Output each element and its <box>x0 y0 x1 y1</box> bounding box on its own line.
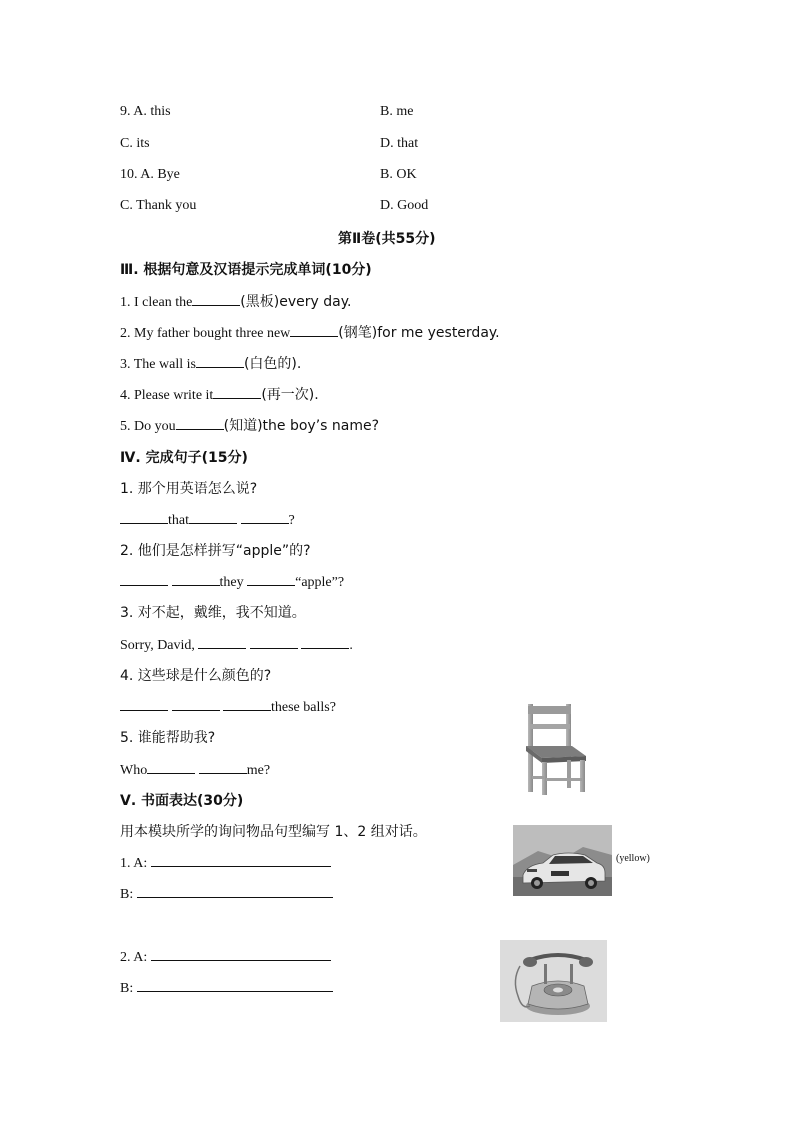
answer-blank[interactable] <box>247 571 295 586</box>
q10-option-d: D. Good <box>380 198 429 213</box>
section5-instruction: 用本模块所学的询问物品句型编写 1、2 组对话。 <box>120 824 427 840</box>
s4-item-4-prompt: 4. 这些球是什么颜色的? <box>120 668 272 684</box>
answer-blank[interactable] <box>172 696 220 711</box>
answer-blank[interactable] <box>147 759 195 774</box>
answer-line[interactable] <box>151 946 331 961</box>
s4-item-1-word: that <box>168 513 189 528</box>
s4-item-1-prompt: 1. 那个用英语怎么说? <box>120 481 258 497</box>
s4-item-1-answer <box>120 509 295 530</box>
answer-blank[interactable] <box>223 696 271 711</box>
s3-item-2-hint: (钢笔)for me yesterday. <box>338 325 500 341</box>
s4-item-2-prompt: 2. 他们是怎样拼写“apple”的? <box>120 543 311 559</box>
answer-blank[interactable] <box>250 634 298 649</box>
s4-item-3-word: Sorry, David, <box>120 638 195 653</box>
dialogue-2-b <box>120 977 333 998</box>
s3-item-5-hint: (知道)the boy’s name? <box>223 418 380 434</box>
answer-blank[interactable] <box>120 509 168 524</box>
answer-line[interactable] <box>151 852 331 867</box>
chair-image <box>520 700 590 796</box>
answer-blank[interactable] <box>172 571 220 586</box>
dialogue-1-a <box>120 852 331 873</box>
car-hint: (yellow) <box>616 853 650 864</box>
answer-blank[interactable] <box>196 353 244 368</box>
q10-option-c: C. Thank you <box>120 198 197 213</box>
dialogue-2-b-label: B: <box>120 981 134 996</box>
q9-option-a: 9. A. this <box>120 104 171 119</box>
dialogue-1-a-label: 1. A: <box>120 856 148 871</box>
dialogue-2-a-label: 2. A: <box>120 950 148 965</box>
answer-blank[interactable] <box>199 759 247 774</box>
part-title: 第Ⅱ卷(共55分) <box>338 231 436 247</box>
s3-item-1-hint: (黑板)every day. <box>240 294 352 310</box>
answer-blank[interactable] <box>189 509 237 524</box>
s4-item-4-word: these balls? <box>271 700 336 715</box>
s4-item-2-end: “apple”? <box>295 575 345 590</box>
s4-item-2-word: they <box>219 575 244 590</box>
s3-item-1-pre: 1. I clean the <box>120 295 193 310</box>
answer-blank[interactable] <box>198 634 246 649</box>
telephone-image <box>500 940 607 1022</box>
dialogue-1-b <box>120 883 333 904</box>
section3-title: Ⅲ. 根据句意及汉语提示完成单词(10分) <box>120 262 372 278</box>
q9-option-b: B. me <box>380 104 414 119</box>
s3-item-3-pre: 3. The wall is <box>120 357 196 372</box>
answer-blank[interactable] <box>120 571 168 586</box>
q9-option-d: D. that <box>380 136 419 151</box>
section4-title: Ⅳ. 完成句子(15分) <box>120 450 248 466</box>
answer-blank[interactable] <box>290 322 338 337</box>
answer-blank[interactable] <box>241 509 289 524</box>
s3-item-4 <box>120 384 319 405</box>
answer-blank[interactable] <box>192 291 240 306</box>
s3-item-1 <box>120 291 351 312</box>
s4-item-1-end: ? <box>288 513 295 528</box>
answer-blank[interactable] <box>176 415 224 430</box>
s3-item-3 <box>120 353 301 374</box>
s3-item-5 <box>120 415 379 436</box>
s4-item-4-answer <box>120 696 336 717</box>
q9-option-c: C. its <box>120 136 150 151</box>
answer-blank[interactable] <box>301 634 349 649</box>
s3-item-2-pre: 2. My father bought three new <box>120 326 291 341</box>
q10-option-b: B. OK <box>380 167 417 182</box>
s3-item-2 <box>120 322 500 343</box>
s3-item-4-pre: 4. Please write it <box>120 388 214 403</box>
answer-blank[interactable] <box>120 696 168 711</box>
dialogue-2-a <box>120 946 331 967</box>
s4-item-5-answer <box>120 759 270 780</box>
answer-line[interactable] <box>137 883 333 898</box>
section5-title: Ⅴ. 书面表达(30分) <box>120 793 244 809</box>
dialogue-1-b-label: B: <box>120 887 134 902</box>
s3-item-3-hint: (白色的). <box>243 356 302 372</box>
q10-option-a: 10. A. Bye <box>120 167 180 182</box>
s4-item-3-answer <box>120 634 353 655</box>
s4-item-3-end: . <box>349 638 353 653</box>
s4-item-5-end: me? <box>246 763 271 778</box>
s4-item-3-prompt: 3. 对不起，戴维，我不知道。 <box>120 605 306 621</box>
s4-item-2-answer <box>120 571 344 592</box>
s3-item-5-pre: 5. Do you <box>120 419 176 434</box>
answer-line[interactable] <box>137 977 333 992</box>
answer-blank[interactable] <box>213 384 261 399</box>
car-image <box>513 825 612 896</box>
s4-item-5-prompt: 5. 谁能帮助我? <box>120 730 216 746</box>
s3-item-4-hint: (再一次). <box>261 387 319 403</box>
s4-item-5-word: Who <box>120 763 148 778</box>
